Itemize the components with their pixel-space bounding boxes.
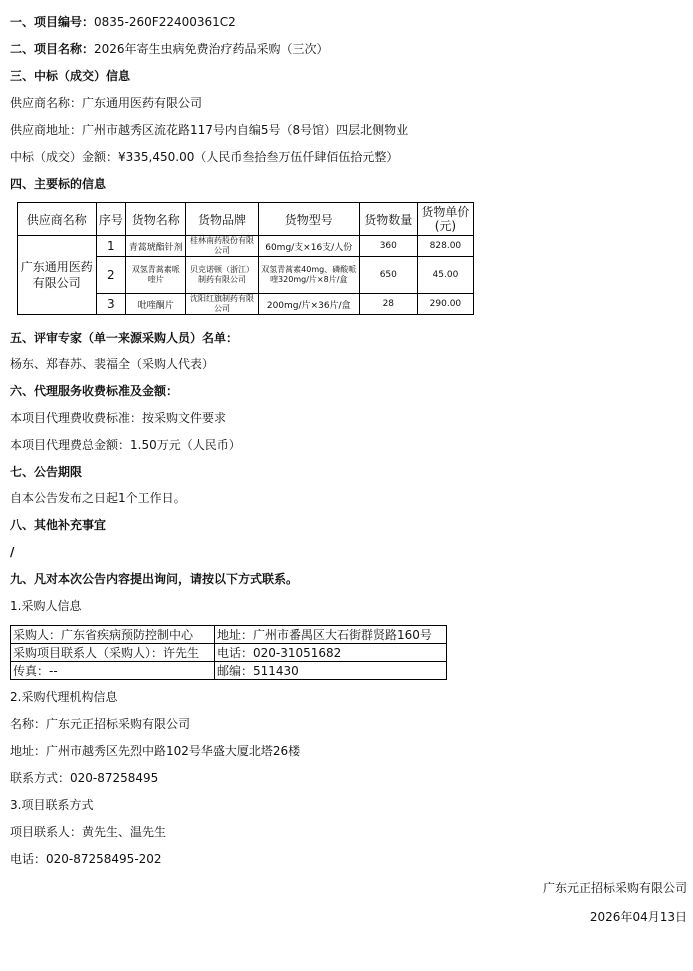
buyer-contact-table bbox=[10, 625, 447, 680]
header-brand: 货物品牌 bbox=[186, 203, 258, 236]
row-price: 45.00 bbox=[417, 257, 473, 294]
buyer-phone: 电话：020-31051682 bbox=[215, 644, 447, 662]
supplier-name: 供应商名称：广东通用医药有限公司 bbox=[10, 96, 203, 110]
project-name-value: 2026年寄生虫病免费治疗药品采购（三次） bbox=[94, 42, 329, 56]
section-heading-8: 八、其他补充事宜 bbox=[10, 518, 107, 532]
row-price: 828.00 bbox=[417, 236, 473, 257]
project-number-value: 0835-260F22400361C2 bbox=[94, 15, 236, 29]
goods-table bbox=[17, 202, 474, 315]
section-heading-7: 七、公告期限 bbox=[10, 465, 83, 479]
header-model: 货物型号 bbox=[258, 203, 359, 236]
row-brand: 贝克诺顿（浙江）制药有限公司 bbox=[186, 257, 258, 294]
row-no: 2 bbox=[96, 257, 126, 294]
buyer-postcode: 邮编：511430 bbox=[215, 662, 447, 680]
signature-company: 广东元正招标采购有限公司 bbox=[542, 881, 687, 895]
table-row bbox=[11, 644, 447, 662]
row-qty: 650 bbox=[359, 257, 417, 294]
agency-name: 名称：广东元正招标采购有限公司 bbox=[10, 717, 191, 731]
section-heading-4: 四、主要标的信息 bbox=[10, 177, 107, 191]
supplementary-value: / bbox=[10, 545, 15, 559]
row-model: 双氢青蒿素40mg、磷酸哌喹320mg/片×8片/盒 bbox=[258, 257, 359, 294]
row-name: 吡喹酮片 bbox=[126, 294, 186, 315]
buyer-info-heading: 1.采购人信息 bbox=[10, 599, 82, 613]
header-price: 货物单价(元) bbox=[417, 203, 473, 236]
row-name: 青蒿琥酯针剂 bbox=[126, 236, 186, 257]
table-row bbox=[18, 236, 474, 257]
row-price: 290.00 bbox=[417, 294, 473, 315]
project-number bbox=[10, 14, 236, 30]
buyer-name: 采购人：广东省疾病预防控制中心 bbox=[11, 626, 215, 644]
header-no: 序号 bbox=[96, 203, 126, 236]
row-no: 3 bbox=[96, 294, 126, 315]
row-brand: 桂林南药股份有限公司 bbox=[186, 236, 258, 257]
row-name: 双氢青蒿素哌喹片 bbox=[126, 257, 186, 294]
buyer-contact-person: 采购项目联系人（采购人）：许先生 bbox=[11, 644, 215, 662]
signature-date: 2026年04月13日 bbox=[589, 910, 687, 924]
row-qty: 360 bbox=[359, 236, 417, 257]
section-heading-1: 一、项目编号： bbox=[10, 15, 95, 29]
section-heading-5: 五、评审专家（单一来源采购人员）名单： bbox=[10, 331, 239, 345]
row-no: 1 bbox=[96, 236, 126, 257]
experts-list: 杨东、郑春苏、裴福全（采购人代表） bbox=[10, 357, 215, 371]
section-heading-6: 六、代理服务收费标准及金额： bbox=[10, 384, 179, 398]
agency-info-heading: 2.采购代理机构信息 bbox=[10, 690, 118, 704]
buyer-fax: 传真：-- bbox=[11, 662, 215, 680]
fee-standard: 本项目代理费收费标准：按采购文件要求 bbox=[10, 411, 227, 425]
header-qty: 货物数量 bbox=[359, 203, 417, 236]
row-model: 60mg/支×16支/人份 bbox=[258, 236, 359, 257]
section-heading-9: 九、凡对本次公告内容提出询问，请按以下方式联系。 bbox=[10, 572, 299, 586]
goods-table-header bbox=[18, 203, 474, 236]
agency-address: 地址：广州市越秀区先烈中路102号华盛大厦北塔26楼 bbox=[10, 744, 301, 758]
section-heading-3: 三、中标（成交）信息 bbox=[10, 69, 131, 83]
table-row bbox=[11, 662, 447, 680]
bid-amount: 中标（成交）金额：¥335,450.00（人民币叁拾叁万伍仟肆佰伍拾元整） bbox=[10, 150, 399, 164]
row-model: 200mg/片×36片/盒 bbox=[258, 294, 359, 315]
table-row bbox=[11, 626, 447, 644]
project-phone: 电话：020-87258495-202 bbox=[10, 852, 162, 866]
header-supplier: 供应商名称 bbox=[18, 203, 97, 236]
supplier-address: 供应商地址：广州市越秀区流花路117号内自编5号（8号馆）四层北侧物业 bbox=[10, 123, 409, 137]
header-name: 货物名称 bbox=[126, 203, 186, 236]
row-brand: 沈阳红旗制药有限公司 bbox=[186, 294, 258, 315]
section-heading-2: 二、项目名称： bbox=[10, 42, 95, 56]
supplier-cell: 广东通用医药有限公司 bbox=[18, 236, 97, 315]
fee-total: 本项目代理费总金额：1.50万元（人民币） bbox=[10, 438, 241, 452]
announcement-period: 自本公告发布之日起1个工作日。 bbox=[10, 491, 186, 505]
agency-phone: 联系方式：020-87258495 bbox=[10, 771, 159, 785]
project-contact-person: 项目联系人：黄先生、温先生 bbox=[10, 825, 167, 839]
buyer-address: 地址：广州市番禺区大石街群贤路160号 bbox=[215, 626, 447, 644]
project-contact-heading: 3.项目联系方式 bbox=[10, 798, 94, 812]
project-name bbox=[10, 41, 329, 57]
row-qty: 28 bbox=[359, 294, 417, 315]
